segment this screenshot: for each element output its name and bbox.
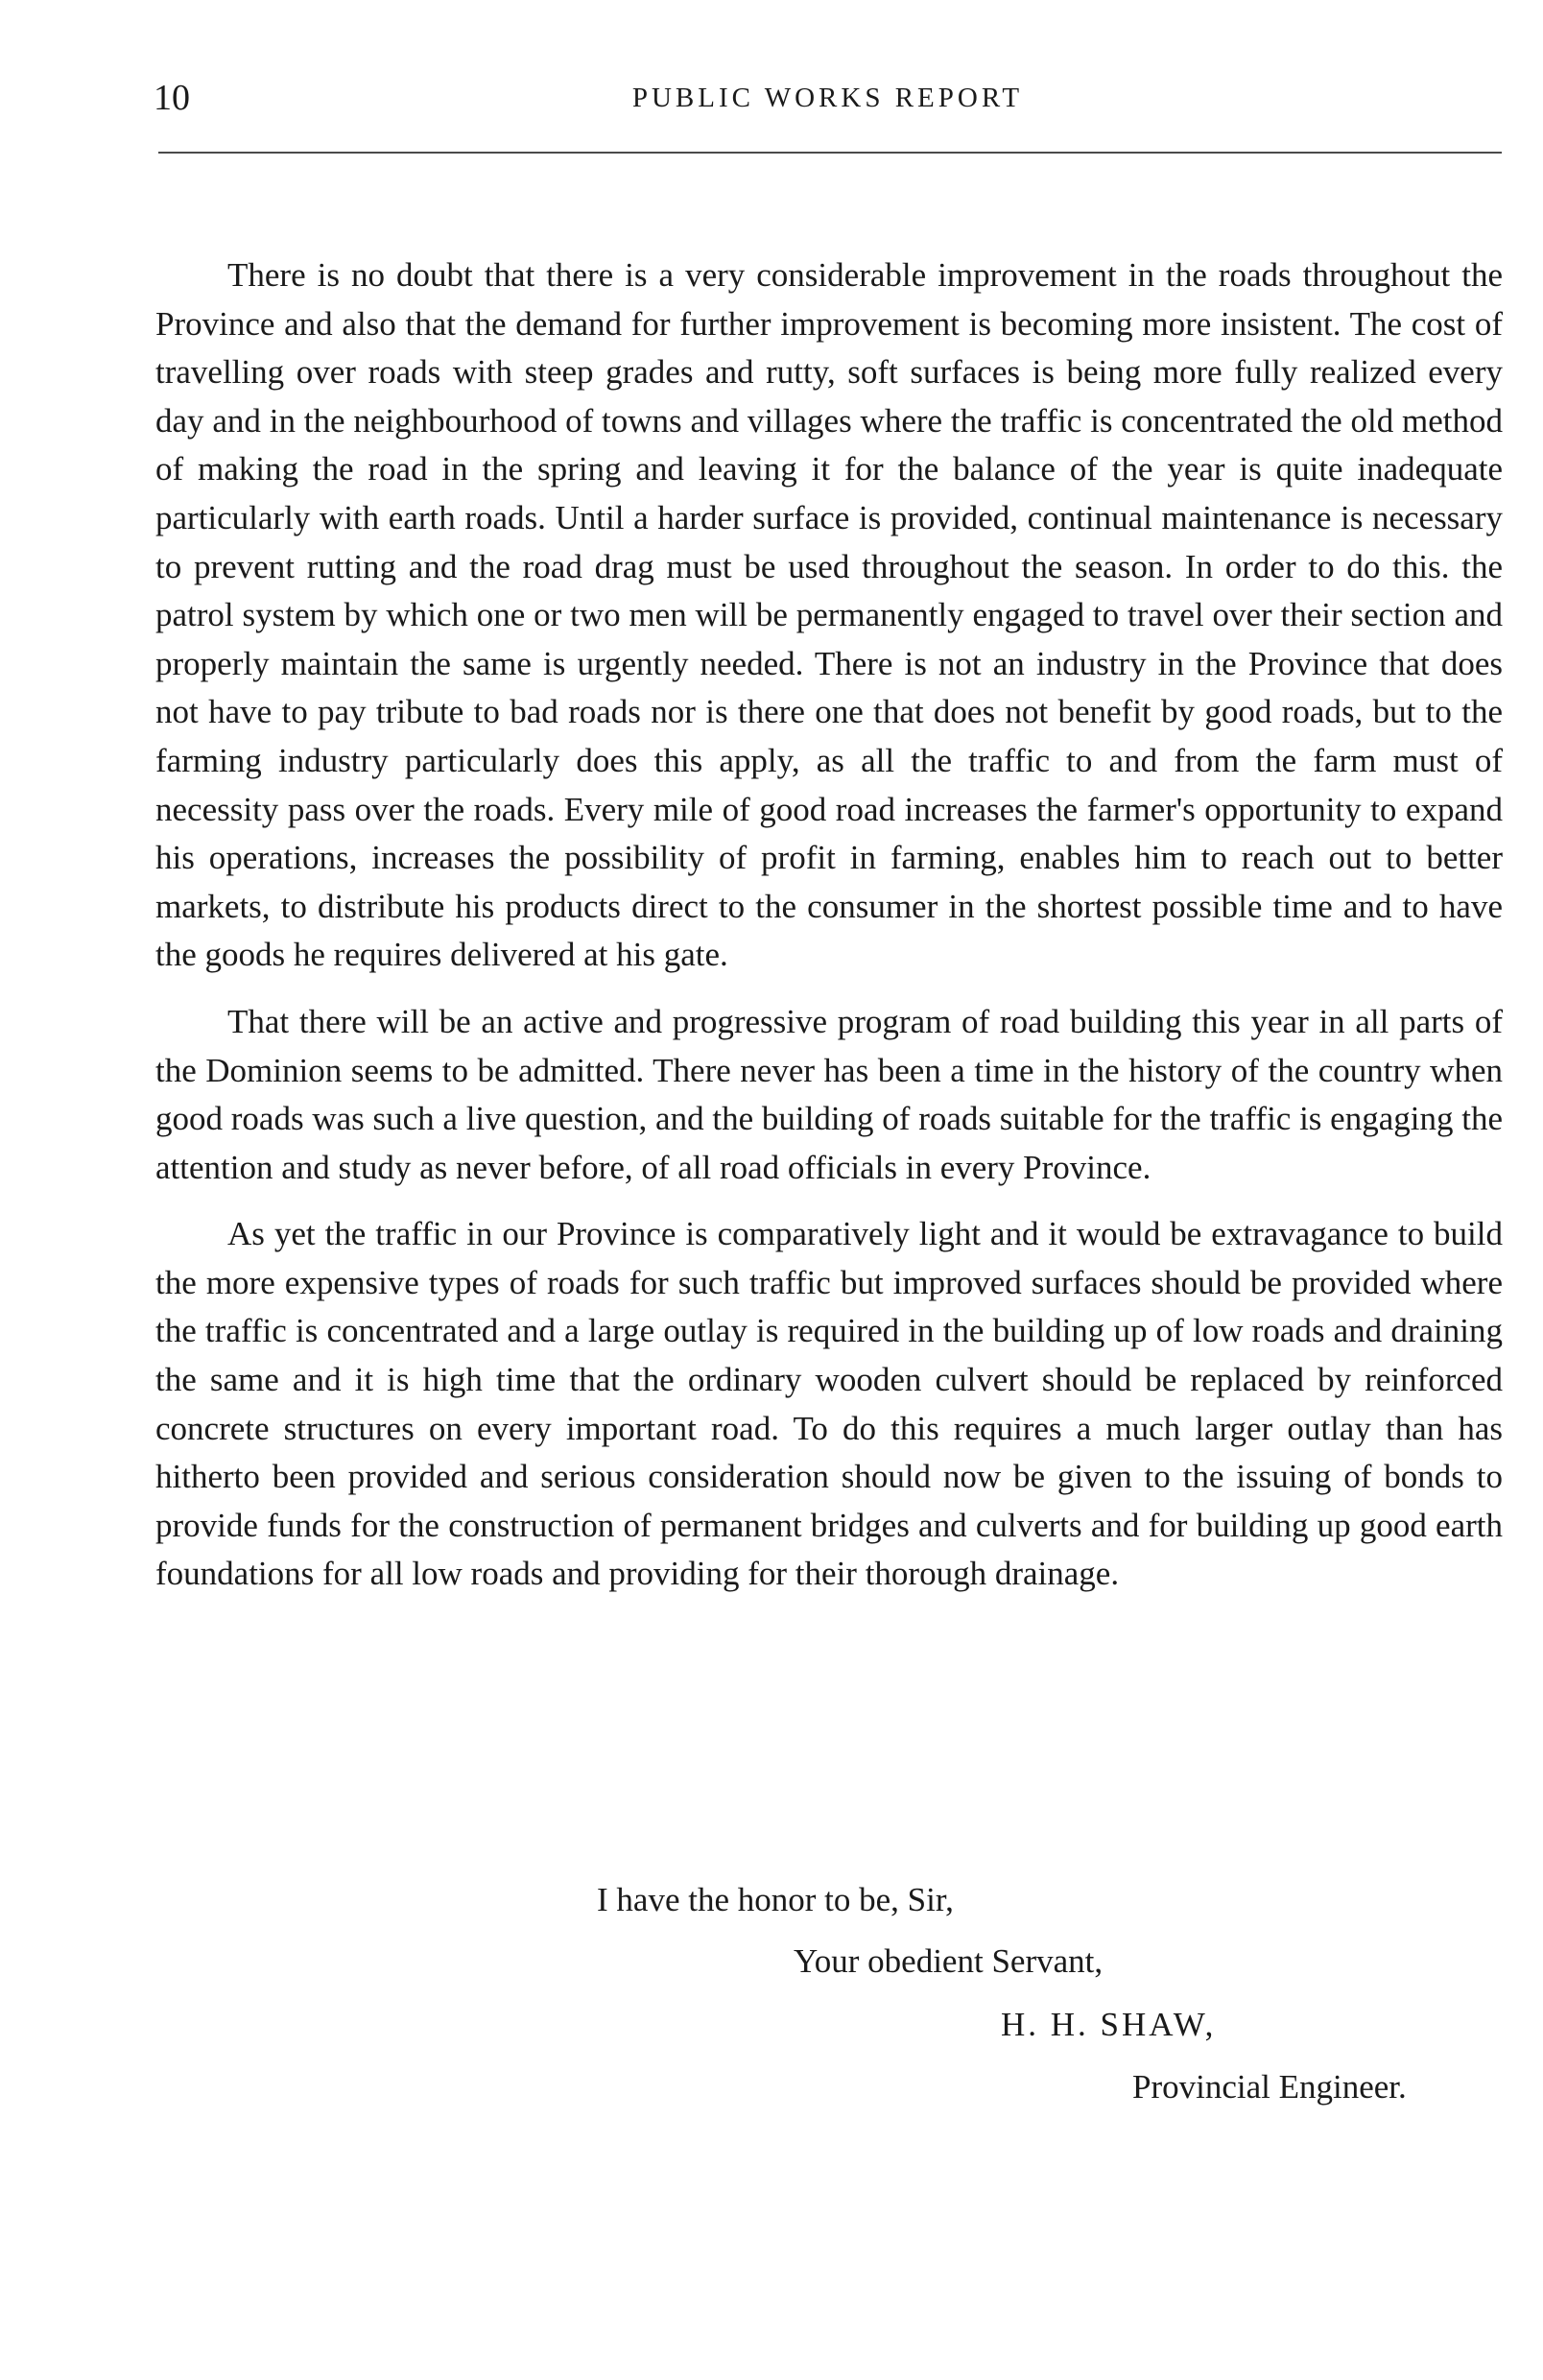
running-title: PUBLIC WORKS REPORT xyxy=(631,83,1024,113)
paragraph: As yet the traffic in our Province is comparatively light and it would be extravagance to build the more expensive types of roads for such traffic but improved surfaces should be provided where the traffic is concentrated and a large outlay is required in the building up of low roads and draining the same and it is high time that the ordinary wooden culvert should be replaced by reinforced concrete structures on every important road. To do this requires a much larger outlay than has hitherto been provided and serious consideration should now be given to the issuing of bonds to provide funds for the construction of permanent bridges and culverts and for building up good earth foundations for all low roads and providing for their thorough drainage. xyxy=(155,1215,1503,1593)
report-body xyxy=(155,251,1503,1617)
page-header xyxy=(154,75,1502,142)
paragraph: There is no doubt that there is a very considerable improvement in the roads throughout the Province and also that the demand for further improvement is becoming more insistent. The cost of travelling over roads with steep grades and rutty, soft surfaces is being more fully realized every day and in the neighbourhood of towns and villages where the traffic is concentrated the old method of making the road in the spring and leaving it for the balance of the year is quite inadequate particularly with earth roads. Until a harder surface is provided, continual maintenance is necessary to prevent rutting and the road drag must be used throughout the season. In order to do this. the patrol system by which one or two men will be permanently engaged to travel over their section and properly maintain the same is urgently needed. There is not an industry in the Province that does not have to pay tribute to bad roads nor is there one that does not benefit by good roads, but to the farming industry particularly does this apply, as all the traffic to and from the farm must of necessity pass over the roads. Every mile of good road increases the farmer's opportunity to expand his operations, increases the possibility of profit in farming, enables him to reach out to better markets, to distribute his products direct to the consumer in the shortest possible time and to have the goods he requires delivered at his gate. xyxy=(155,256,1503,974)
complimentary-close: Your obedient Servant, xyxy=(794,1942,1104,1980)
salutation: I have the honor to be, Sir, xyxy=(597,1881,954,1918)
signature-name: H. H. SHAW, xyxy=(1001,2006,1217,2043)
page-number: 10 xyxy=(154,78,190,118)
paragraph: That there will be an active and progressive program of road building this year in all parts of the Dominion seems to be admitted. There never has been a time in the history of the country when good roads was such a live question, and the building of roads suitable for the traffic is engaging the attention and study as never before, of all road officials in every Province. xyxy=(155,1002,1503,1186)
signature-title: Provincial Engineer. xyxy=(1132,2068,1407,2106)
header-rule xyxy=(158,152,1502,154)
